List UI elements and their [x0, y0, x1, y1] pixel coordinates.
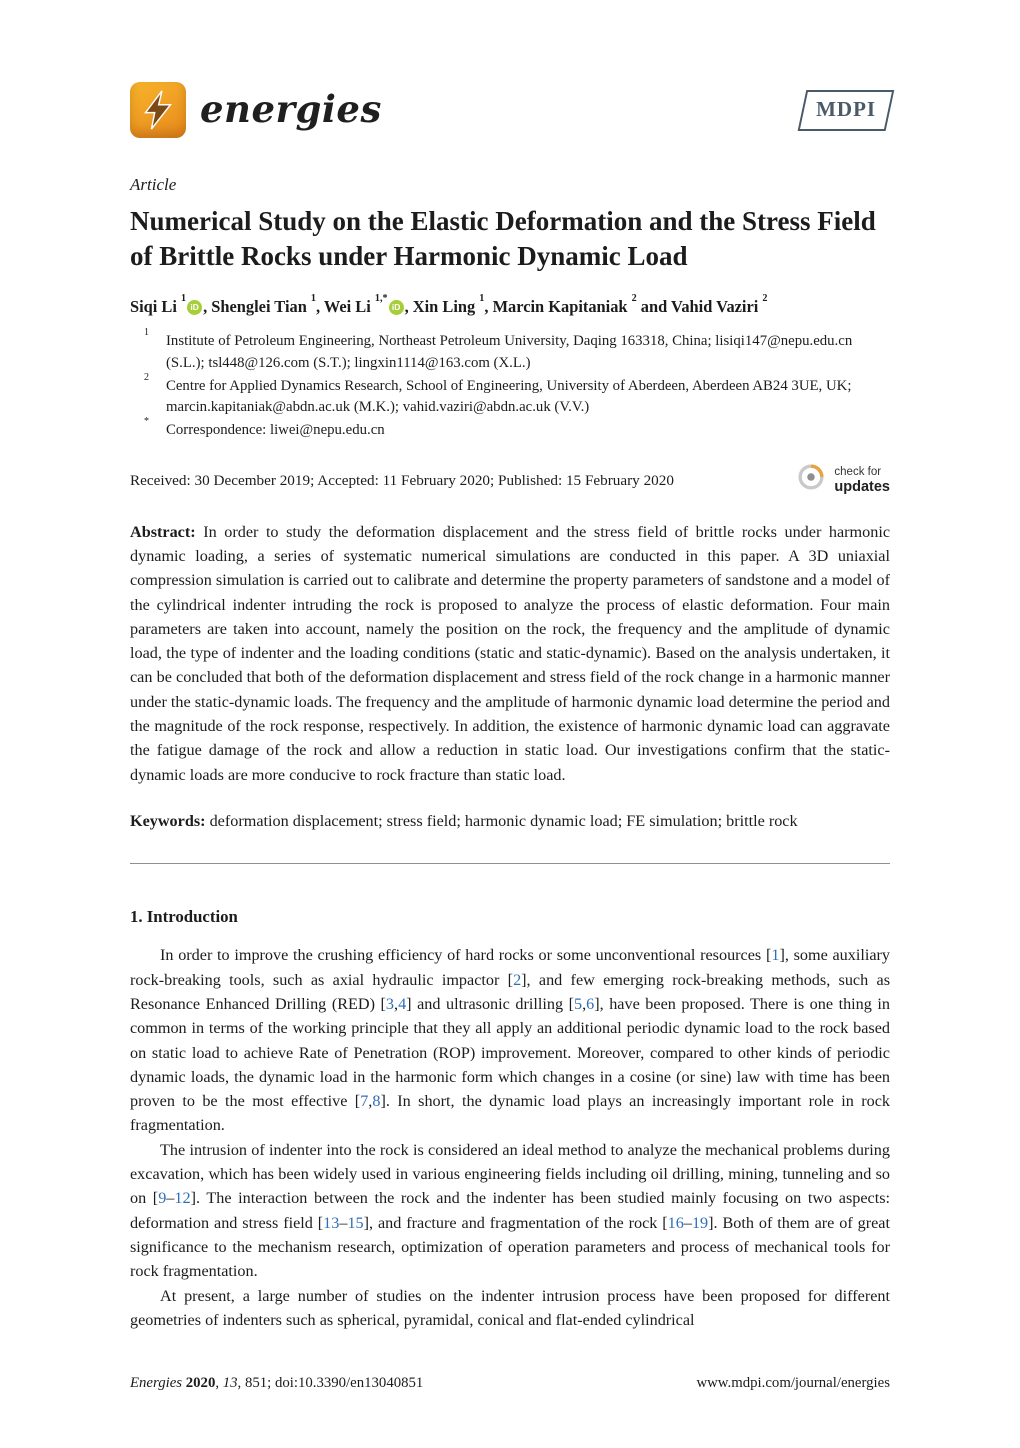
abstract-label: Abstract:	[130, 522, 196, 541]
citation-link[interactable]: 3	[385, 994, 395, 1013]
mdpi-logo[interactable]	[798, 90, 895, 131]
authors-line	[130, 292, 890, 320]
mdpi-logo-label: MDPI	[816, 97, 877, 121]
check-for-updates-badge[interactable]	[796, 462, 890, 499]
citation-line	[130, 1372, 423, 1394]
citation-link[interactable]: 9	[158, 1189, 167, 1208]
text-segment: In order to improve the crushing efficiency of hard rocks or some unconventional resources [	[160, 946, 772, 965]
paragraph	[130, 943, 890, 1137]
paper-title: Numerical Study on the Elastic Deformation and the Stress Field of Brittle Rocks under Harmonic Dynamic Load	[130, 205, 876, 272]
affiliation-item: 1 Institute of Petroleum Engineering, Northeast Petroleum University, Daqing 163318, China; lisiqi147@nepu.edu.cn (S.L.); tsl448@126.com (S.T.); lingxin1114@163.com (X.L.)	[144, 327, 853, 371]
text-segment: Siqi Li	[130, 296, 182, 316]
citation-link[interactable]: 19	[691, 1213, 709, 1232]
citation-link[interactable]: 2	[513, 970, 522, 989]
keywords-label: Keywords:	[130, 811, 206, 830]
text-segment: –	[339, 1213, 348, 1232]
affiliation-text: Institute of Petroleum Engineering, Northeast Petroleum University, Daqing 163318, China; lisiqi147@nepu.edu.cn (S.L.); tsl448@126.com (S.T.); lingxin1114@163.com (X.L.)	[166, 333, 853, 371]
journal-name: energies	[200, 87, 382, 132]
text-segment: –	[683, 1213, 692, 1232]
text-segment: ]. The interaction between the rock and the indenter has been studied mainly focusing on two aspects: deformation and stress field [	[130, 1189, 890, 1232]
abstract-text: In order to study the deformation displacement and the stress field of brittle rocks under harmonic dynamic loading, a series of systematic numerical simulations are conducted in this paper. A 3D uniaxial compression simulation is carried out to calibrate and determine the property parameters of sandstone and a model of the cylindrical indenter intruding the rock is proposed to analyze the process of elastic deformation. Four main parameters are taken into account, namely the position on the rock, the frequency and the amplitude of dynamic load, the type of indenter and the loading conditions (static and static-dynamic). Based on the analysis undertaken, it can be concluded that both of the deformation displacement and stress field of the rock change in a harmonic manner under the static-dynamic loads. The frequency and the amplitude of harmonic dynamic load determine the period and the magnitude of the rock response, respectively. In addition, the existence of harmonic dynamic load can aggravate the fatigue damage of the rock and allow a reduction in static load. Our investigations confirm that the static-dynamic loads are more conducive to rock fracture than static load.	[130, 522, 891, 784]
intro-paragraphs	[130, 943, 890, 1332]
received-accepted-published: Received: 30 December 2019; Accepted: 11 February 2020; Published: 15 February 2020	[130, 471, 674, 489]
lightning-bolt-icon	[130, 82, 186, 138]
text-segment: Energies	[130, 1375, 186, 1392]
citation-link[interactable]: 13	[323, 1213, 340, 1232]
superscript: 1	[181, 292, 187, 304]
text-segment: ], have been proposed. There is one thing in common in terms of the working principle that they all apply an additional periodic dynamic load to the rock based on static load to achieve Rate of Penetration (ROP) improvement. Moreover, compared to other kinds of periodic dynamic loads, the dynamic load in the harmonic form which changes in a cosine (or sine) law with time has been proven to be the most effective [	[130, 994, 890, 1111]
journal-url[interactable]: www.mdpi.com/journal/energies	[696, 1375, 890, 1392]
text-segment: At present, a large number of studies on the indenter intrusion process have been proposed for different geometries of indenters such as spherical, pyramidal, conical and flat-ended cylindrical	[130, 1286, 890, 1329]
text-segment: ,	[394, 994, 399, 1013]
abstract	[130, 520, 890, 787]
text-segment: ]. Both of them are of great significance to the mechanism research, optimization of operation parameters and process of mechanical tools for rock fragmentation.	[130, 1213, 890, 1281]
citation-link[interactable]: 6	[586, 994, 595, 1013]
text-segment: 2020	[185, 1375, 216, 1392]
crossmark-icon	[796, 462, 826, 499]
citation-link[interactable]: 8	[372, 1092, 381, 1111]
text-segment: , Wei Li	[315, 296, 375, 316]
citation-link[interactable]: 15	[347, 1213, 364, 1232]
citation-link[interactable]: 4	[398, 994, 407, 1013]
text-segment: ,	[215, 1375, 223, 1392]
text-segment: , Shenglei Tian	[203, 296, 311, 316]
text-segment: ]. In short, the dynamic load plays an increasingly important role in rock fragmentation.	[130, 1092, 890, 1135]
text-segment: ,	[368, 1092, 373, 1111]
orcid-icon[interactable]: iD	[187, 300, 202, 315]
affiliation-list	[130, 327, 890, 442]
text-segment: ] and ultrasonic drilling [	[406, 994, 574, 1013]
section-heading-introduction: 1. Introduction	[130, 907, 238, 927]
text-segment: 13	[222, 1375, 238, 1392]
keywords	[130, 809, 890, 833]
page-footer	[130, 1332, 890, 1394]
text-segment: ], and few emerging rock-breaking methods, such as Resonance Enhanced Drilling (RED) [	[130, 970, 890, 1013]
energies-journal-logo[interactable]	[130, 82, 382, 138]
header-logo-row	[130, 82, 890, 138]
dates-row	[130, 462, 890, 499]
text-segment: and Vahid Vaziri	[636, 296, 763, 316]
affiliation-item: * Correspondence: liwei@nepu.edu.cn	[144, 415, 385, 438]
text-segment: , Xin Ling	[404, 296, 480, 316]
article-type-label: Article	[130, 175, 177, 194]
paragraph	[130, 1284, 890, 1333]
text-segment: , 851; doi:10.3390/en13040851	[237, 1375, 424, 1392]
citation-link[interactable]: 16	[667, 1213, 684, 1232]
text-segment: ], and fracture and fragmentation of the rock [	[363, 1213, 668, 1232]
affiliation-text: Correspondence: liwei@nepu.edu.cn	[166, 421, 385, 438]
superscript: 1	[479, 292, 485, 304]
orcid-icon[interactable]: iD	[389, 300, 404, 315]
superscript: 1	[310, 292, 316, 304]
citation-link[interactable]: 1	[771, 946, 780, 965]
check-for-updates-label: check for updates	[834, 466, 890, 496]
citation-link[interactable]: 12	[174, 1189, 191, 1208]
superscript: 2	[631, 292, 637, 304]
section-divider	[130, 863, 890, 864]
citation-link[interactable]: 5	[573, 994, 583, 1013]
citation-link[interactable]: 7	[360, 1092, 369, 1111]
text-segment: –	[166, 1189, 175, 1208]
keywords-text: deformation displacement; stress field; harmonic dynamic load; FE simulation; brittle rock	[209, 811, 798, 830]
text-segment: ], some auxiliary rock-breaking tools, such as axial hydraulic impactor [	[130, 946, 890, 989]
affiliation-item: 2 Centre for Applied Dynamics Research, School of Engineering, University of Aberdeen, Aberdeen AB24 3UE, UK; marcin.kapitaniak@abdn.ac.uk (M.K.); vahid.vaziri@abdn.ac.uk (V.V.)	[144, 371, 852, 416]
superscript: 2	[762, 292, 768, 304]
text-segment: The intrusion of indenter into the rock is considered an ideal method to analyze the mechanical problems during excavation, which has been widely used in various engineering fields including oil drilling, mining, tunneling and so on [	[130, 1140, 890, 1208]
affiliation-text: Centre for Applied Dynamics Research, School of Engineering, University of Aberdeen, Aberdeen AB24 3UE, UK; marcin.kapitaniak@abdn.ac.uk (M.K.); vahid.vaziri@abdn.ac.uk (V.V.)	[166, 377, 852, 416]
superscript: 1,*	[374, 292, 388, 304]
text-segment: ,	[582, 994, 587, 1013]
text-segment: , Marcin Kapitaniak	[484, 296, 632, 316]
paragraph	[130, 1138, 890, 1284]
